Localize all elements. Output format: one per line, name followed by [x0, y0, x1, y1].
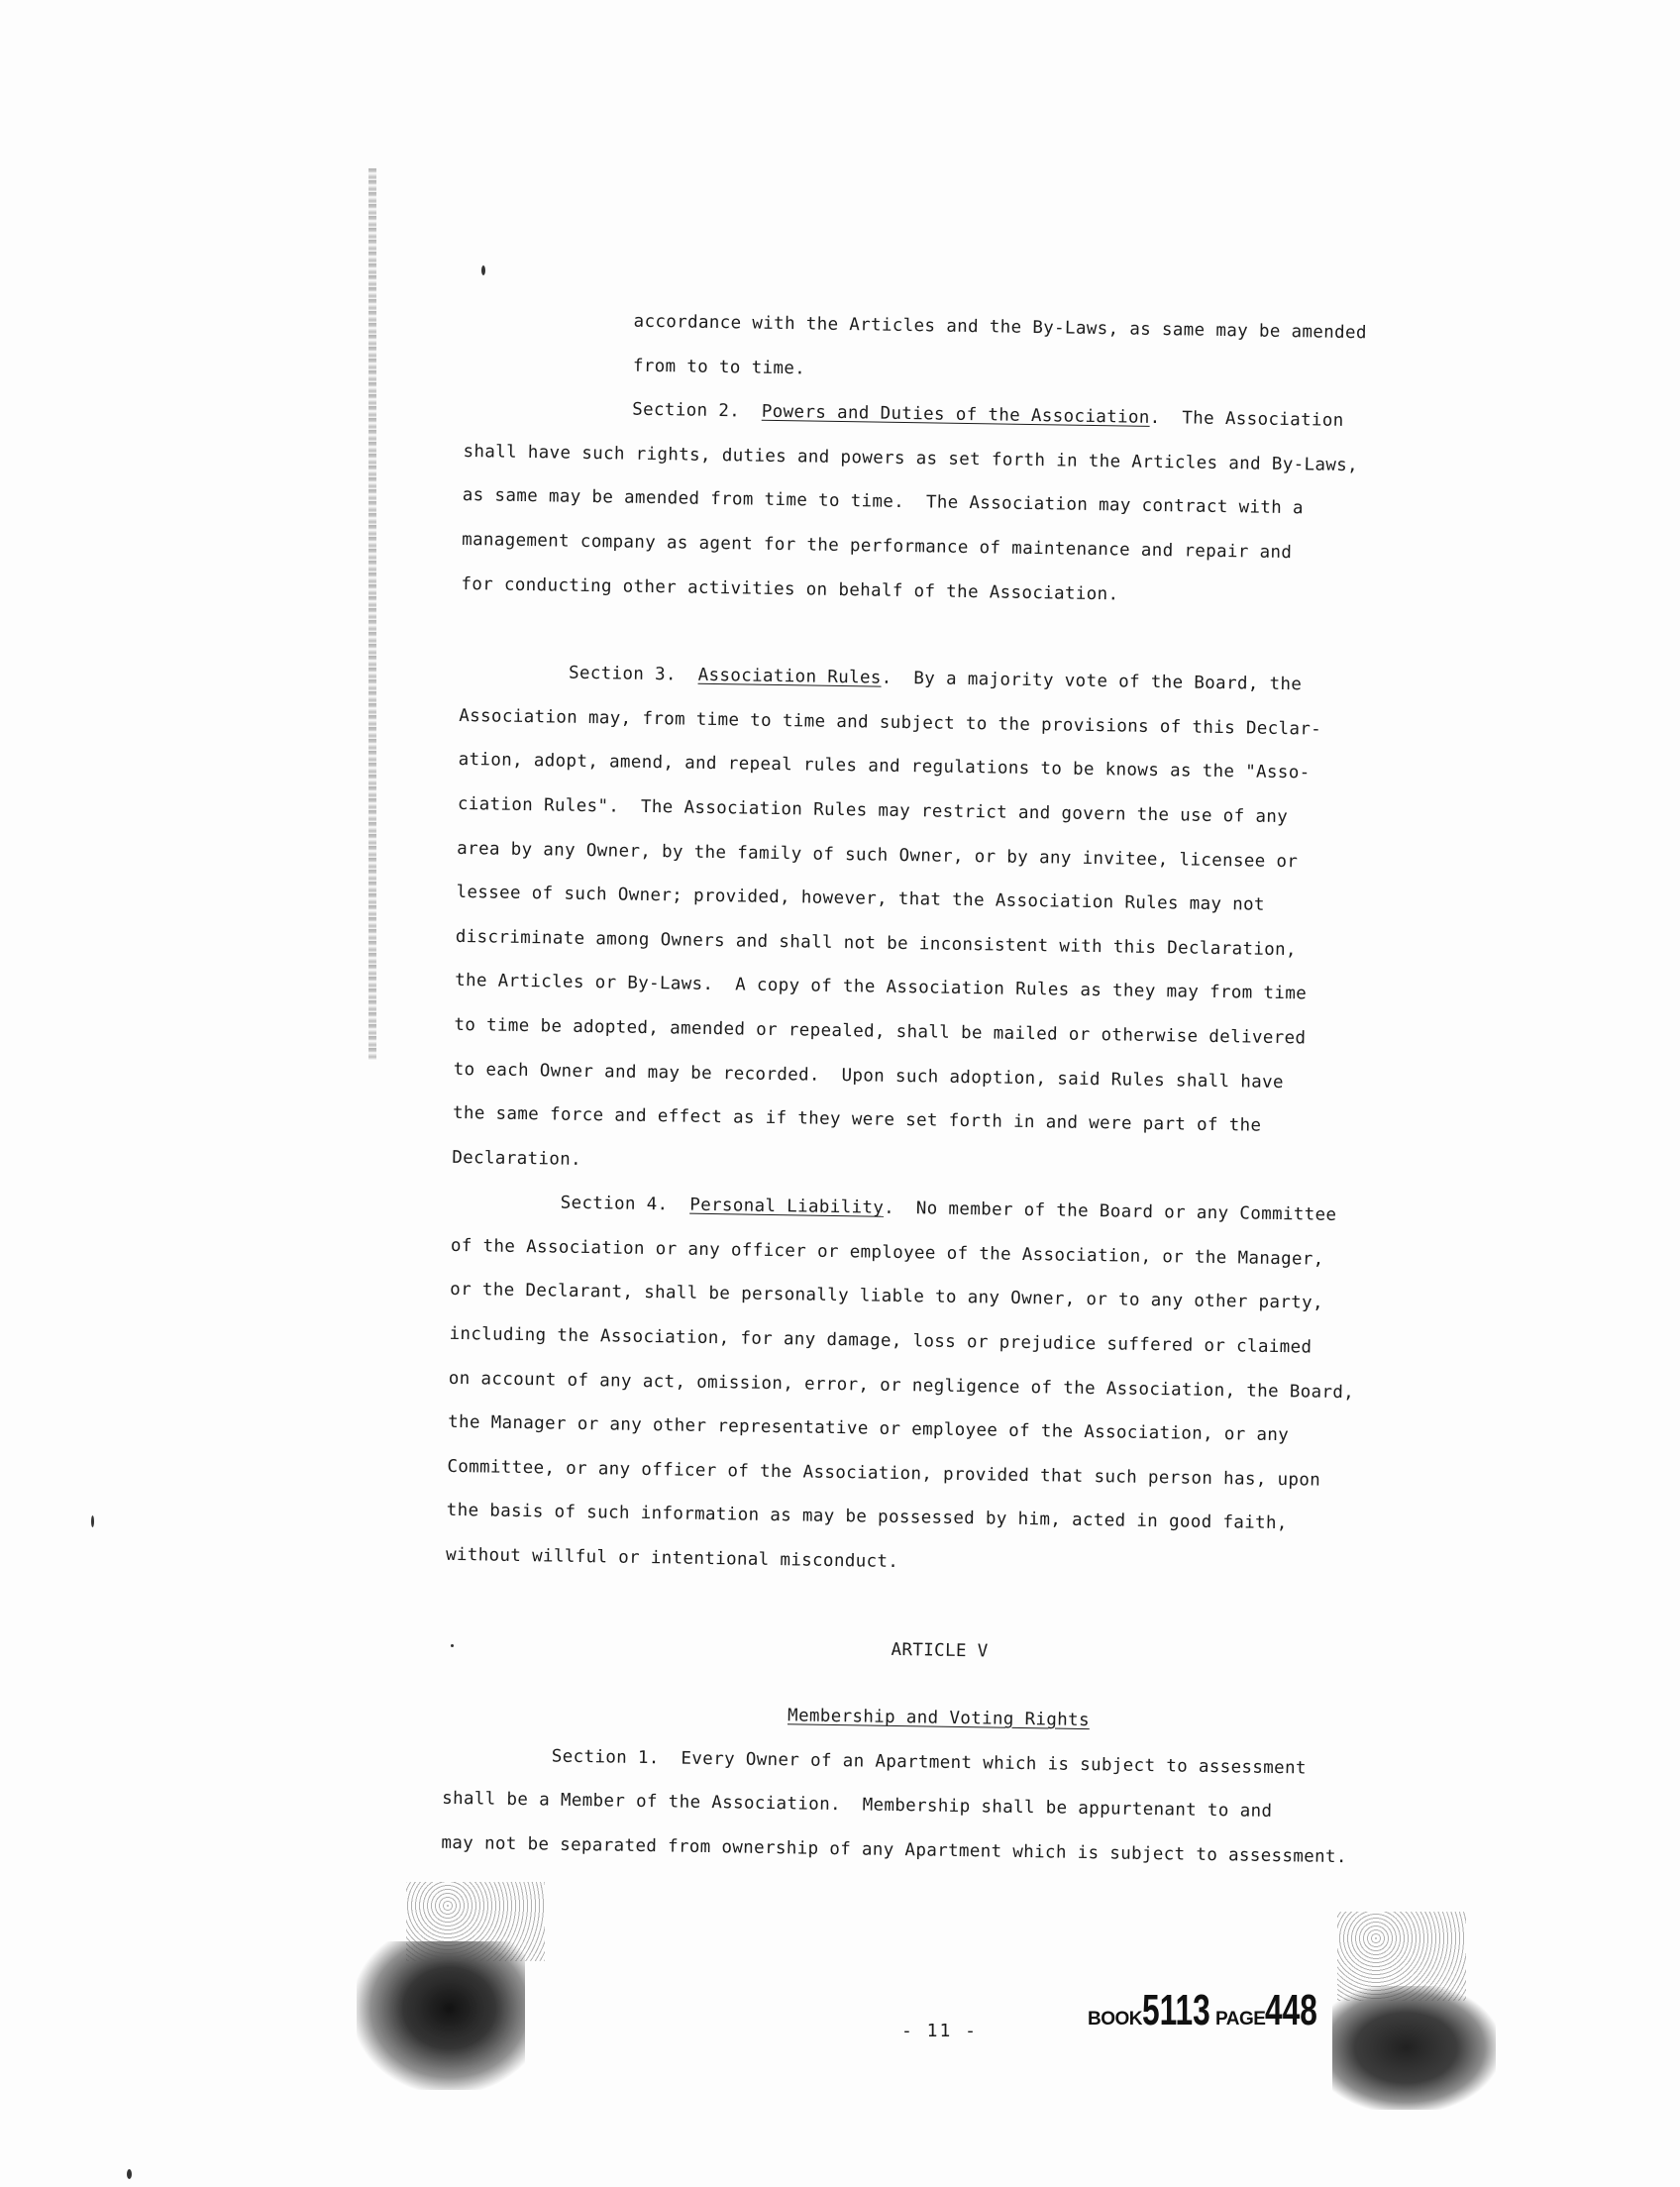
text-line: from to to time. — [632, 356, 806, 378]
book-page-stamp — [1088, 1986, 1334, 2035]
text-line: lessee of such Owner; provided, however, that the Association Rules may not — [456, 883, 1266, 915]
text-line: the basis of such information as may be possessed by him, acted in good faith, — [446, 1501, 1288, 1534]
scan-smudge-right — [1332, 1986, 1496, 2110]
text-line: to time be adopted, amended or repealed, shall be mailed or otherwise delivered — [454, 1014, 1307, 1049]
text-line: accordance with the Articles and the By-Laws, as same may be amended — [633, 311, 1367, 344]
scan-noise — [1337, 1912, 1466, 2001]
section-3-heading: Association Rules — [697, 665, 882, 688]
text-line: Declaration. — [452, 1147, 582, 1170]
text-line: for conducting other activities on behalf of the Association. — [461, 573, 1119, 604]
text-line: area by any Owner, by the family of such Owner, or by any invitee, licensee or — [457, 838, 1299, 872]
text-line: Association may, from time to time and subject to the provisions of this Declar- — [459, 705, 1322, 740]
text-line: as same may be amended from time to time. The Association may contract with a — [462, 485, 1305, 519]
text-line: the Articles or By-Laws. A copy of the Association Rules as they may from time — [454, 971, 1308, 1004]
text-line: the Manager or any other representative or employee of the Association, or any — [447, 1412, 1290, 1446]
section-4-first-line-rest: . No member of the Board or any Committee — [884, 1198, 1337, 1226]
text-line: may not be separated from ownership of any Apartment which is subject to assessment. — [441, 1832, 1347, 1868]
text-line: ation, adopt, amend, and repeal rules and regulations to be knows as the "Asso- — [458, 750, 1311, 783]
article-title-text: Membership and Voting Rights — [787, 1706, 1091, 1731]
text-line: the same force and effect as if they were set forth in and were part of the — [452, 1102, 1262, 1136]
section-1-continuation — [465, 297, 1456, 401]
article-section-1-first-line-rest: Every Owner of an Apartment which is subject to assessment — [681, 1748, 1307, 1779]
page-number: - 11 - — [901, 2021, 979, 2041]
section-2 — [461, 385, 1454, 622]
page-label: PAGE — [1215, 2009, 1266, 2030]
book-label: BOOK — [1088, 2009, 1142, 2030]
scan-speck — [481, 265, 485, 275]
article-section-1-label: Section 1. — [551, 1746, 660, 1769]
section-2-heading: Powers and Duties of the Association — [761, 401, 1150, 429]
section-3-first-line-rest: . By a majority vote of the Board, the — [881, 668, 1303, 695]
scan-speck — [127, 2169, 132, 2179]
text-line: on account of any act, omission, error, or negligence of the Association, the Board, — [448, 1368, 1355, 1403]
section-4 — [446, 1180, 1442, 1593]
article-section-1 — [441, 1733, 1433, 1881]
section-2-label: Section 2. — [632, 399, 741, 422]
text-line: without willful or intentional misconduct. — [445, 1544, 899, 1573]
text-line: to each Owner and may be recorded. Upon such adoption, said Rules shall have — [453, 1059, 1285, 1093]
scan-noise — [406, 1882, 545, 1961]
text-line: shall be a Member of the Association. Membership shall be appurtenant to and — [442, 1789, 1273, 1822]
page-value: 448 — [1265, 1986, 1318, 2034]
section-3-label: Section 3. — [568, 663, 678, 685]
section-2-first-line-rest: . The Association — [1149, 408, 1344, 432]
section-4-heading: Personal Liability — [689, 1195, 885, 1219]
book-number: 5113 — [1142, 1986, 1210, 2034]
document-body — [441, 297, 1456, 1881]
text-line: management company as agent for the performance of maintenance and repair and — [461, 529, 1293, 564]
text-line: or the Declarant, shall be personally liable to any Owner, or to any other party, — [450, 1280, 1324, 1314]
scan-speck — [91, 1515, 94, 1527]
text-line: of the Association or any officer or employee of the Association, or the Manager, — [450, 1235, 1324, 1270]
text-line: Committee, or any officer of the Association, provided that such person has, upon — [447, 1456, 1321, 1491]
text-line: ciation Rules". The Association Rules may restrict and govern the use of any — [457, 793, 1289, 828]
scan-smudge-left — [357, 1941, 525, 2090]
section-3 — [452, 650, 1450, 1196]
article-label: ARTICLE V — [891, 1639, 989, 1662]
binding-edge-shadow — [368, 168, 376, 1060]
section-4-label: Section 4. — [560, 1193, 669, 1215]
text-line: shall have such rights, duties and powers as set forth in the Articles and By-Laws, — [463, 441, 1359, 475]
text-line: including the Association, for any damage, loss or prejudice suffered or claimed — [449, 1323, 1312, 1358]
text-line: discriminate among Owners and shall not be inconsistent with this Declaration, — [455, 926, 1298, 960]
